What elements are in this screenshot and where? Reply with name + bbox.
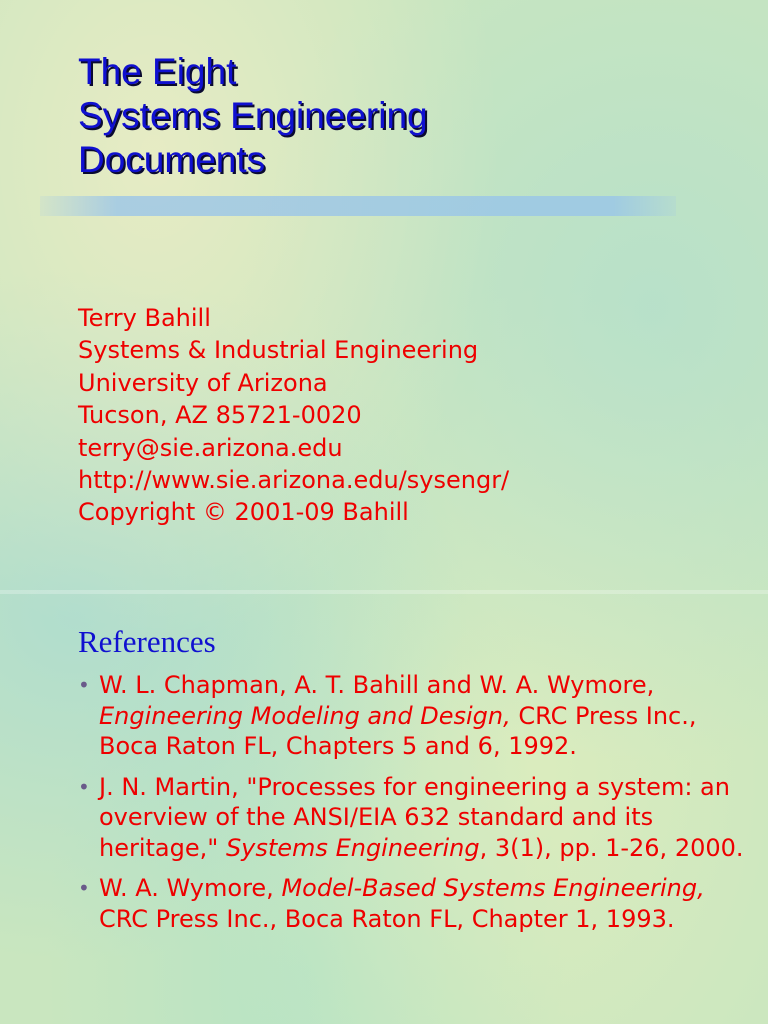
author-university: University of Arizona bbox=[78, 368, 328, 397]
copyright-notice: Copyright © 2001-09 Bahill bbox=[78, 498, 409, 527]
references-heading: References bbox=[78, 624, 216, 659]
author-email: terry@sie.arizona.edu bbox=[78, 433, 343, 462]
author-address: Tucson, AZ 85721-0020 bbox=[78, 401, 362, 430]
reference-text: J. N. Martin, "Processes for engineering a system: an overview of the ANSI/EIA 632 standard and its heritage," bbox=[99, 772, 730, 862]
author-name: Terry Bahill bbox=[78, 304, 211, 332]
author-department: Systems & Industrial Engineering bbox=[78, 336, 479, 365]
reference-title: Systems Engineering bbox=[225, 833, 480, 862]
reference-item bbox=[78, 873, 748, 934]
slide-title bbox=[78, 50, 428, 182]
references-list bbox=[78, 670, 748, 944]
bullet-icon: • bbox=[78, 876, 90, 900]
author-block bbox=[78, 302, 509, 529]
title-line: Systems Engineering bbox=[78, 95, 428, 136]
reference-item bbox=[78, 772, 748, 864]
reference-text: CRC Press Inc., Boca Raton FL, Chapter 1, 1993. bbox=[99, 904, 675, 933]
reference-title: Model-Based Systems Engineering, bbox=[281, 874, 705, 902]
reference-text: CRC Press Inc., Boca Raton FL, Chapters 5 and 6, 1992. bbox=[99, 701, 697, 760]
bullet-icon: • bbox=[78, 673, 90, 697]
reference-title: Engineering Modeling and Design, bbox=[99, 701, 511, 730]
bullet-icon: • bbox=[78, 774, 90, 799]
reference-text: , 3(1), pp. 1-26, 2000. bbox=[479, 833, 744, 862]
title-line: The Eight bbox=[78, 51, 237, 92]
slide-divider bbox=[0, 590, 768, 594]
title-line: Documents bbox=[78, 139, 266, 180]
reference-text: W. L. Chapman, A. T. Bahill and W. A. Wymore, bbox=[99, 671, 655, 699]
title-underline-bar bbox=[40, 196, 676, 216]
author-website: http://www.sie.arizona.edu/sysengr/ bbox=[78, 466, 510, 495]
reference-text: W. A. Wymore, bbox=[99, 874, 282, 902]
reference-item bbox=[78, 670, 748, 762]
